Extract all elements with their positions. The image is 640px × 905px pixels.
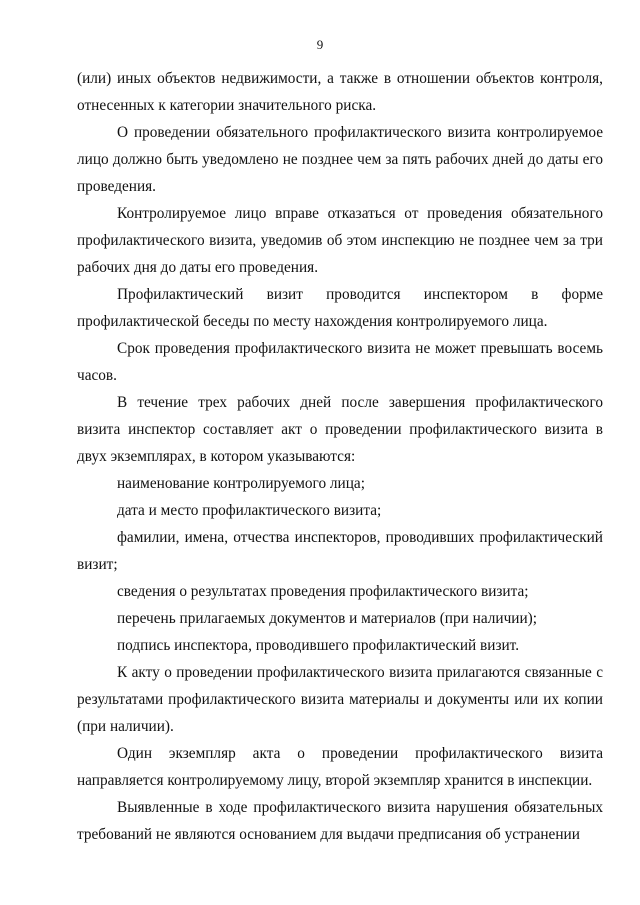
list-item-4: сведения о результатах проведения профилактического визита; [117,583,529,600]
paragraph-6: В течение трех рабочих дней после завершения профилактического визита инспектор составляет акт о проведении профилактического визита в двух экземплярах, в котором указываются: [77,394,603,465]
paragraph-3: Контролируемое лицо вправе отказаться от проведения обязательного профилактического визита, уведомив об этом инспекцию не позднее чем за три рабочих дня до даты его проведения. [77,205,603,276]
list-item-6: подпись инспектора, проводившего профилактический визит. [117,637,520,654]
paragraph-8: Один экземпляр акта о проведении профилактического визита направляется контролируемому лицу, второй экземпляр хранится в инспекции. [77,745,603,789]
paragraph-2: О проведении обязательного профилактического визита контролируемое лицо должно быть уведомлено не позднее чем за пять рабочих дней до даты его проведения. [77,124,603,195]
paragraph-7: К акту о проведении профилактического визита прилагаются связанные с результатами профилактического визита материалы и документы или их копии (при наличии). [77,664,603,735]
list-item-1: наименование контролируемого лица; [117,475,365,492]
paragraph-1: (или) иных объектов недвижимости, а также в отношении объектов контроля, отнесенных к категории значительного риска. [77,70,603,114]
paragraph-9: Выявленные в ходе профилактического визита нарушения обязательных требований не являются основанием для выдачи предписания об устранении [77,799,603,843]
list-item-2: дата и место профилактического визита; [117,502,382,519]
list-item-5: перечень прилагаемых документов и материалов (при наличии); [117,610,537,627]
document-body [77,65,603,848]
paragraph-5: Срок проведения профилактического визита не может превышать восемь часов. [77,340,603,384]
list-item-3: фамилии, имена, отчества инспекторов, проводивших профилактический визит; [77,529,603,573]
page-number: 9 [316,37,324,52]
paragraph-4: Профилактический визит проводится инспектором в форме профилактической беседы по месту нахождения контролируемого лица. [77,286,603,330]
